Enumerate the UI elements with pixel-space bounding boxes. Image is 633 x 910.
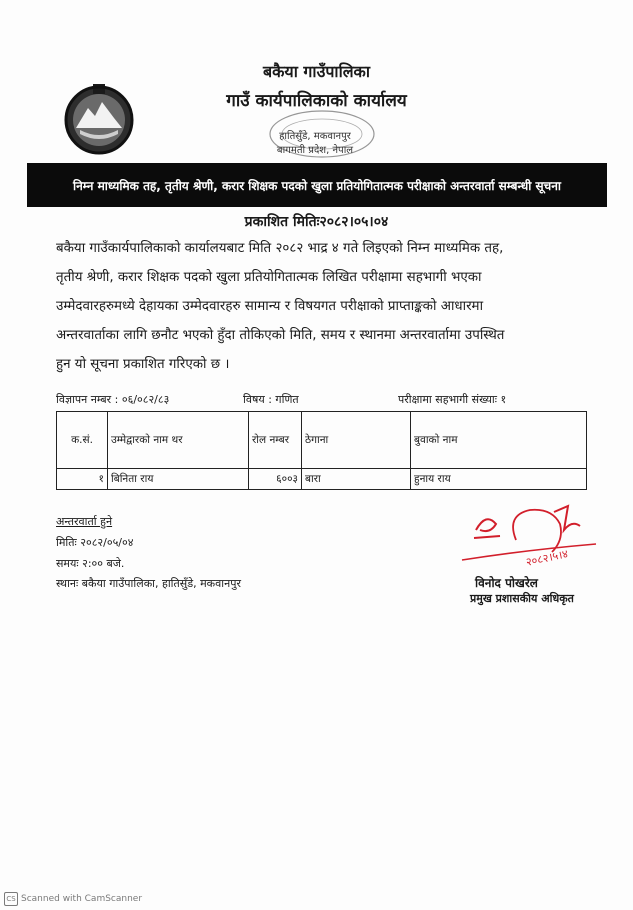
table-row <box>57 469 587 490</box>
body-line: हुन यो सूचना प्रकाशित गरिएको छ । <box>56 357 230 372</box>
office-title: गाउँ कार्यपालिकाको कार्यालय <box>226 91 407 111</box>
notice-banner: निम्न माध्यमिक तह, तृतीय श्रेणी, करार शिक्षक पदको खुला प्रतियोगितात्मक परीक्षाको अन्तरवार्ता सम्बन्धी सूचना <box>27 163 607 207</box>
table-cell: बिनिता राय <box>108 469 249 490</box>
interview-date: मितिः २०८२/०५/०४ <box>56 536 134 549</box>
body-line: अन्तरवार्ताका लागि छनौट भएको हुँदा तोकिएको मिति, समय र स्थानमा अन्तरवार्तामा उपस्थित <box>56 328 505 343</box>
subject: विषय : गणित <box>243 393 299 406</box>
participant-count: परीक्षामा सहभागी संख्याः १ <box>398 393 507 406</box>
signer-title: प्रमुख प्रशासकीय अधिकृत <box>470 592 574 605</box>
address-line-2: बागमती प्रदेश, नेपाल <box>276 145 354 156</box>
table-cell: १ <box>57 469 108 490</box>
scanner-text: Scanned with CamScanner <box>21 894 143 904</box>
camscanner-logo-icon: CS <box>4 892 18 906</box>
column-header: क.सं. <box>57 412 108 469</box>
table-cell: ६००३ <box>249 469 302 490</box>
body-line: बकैया गाउँकार्यपालिकाको कार्यालयबाट मिति २०८२ भाद्र ४ गते लिइएको निम्न माध्यमिक तह, <box>56 241 504 256</box>
table-header-row <box>57 412 587 469</box>
office-name: बकैया गाउँपालिका <box>263 62 370 81</box>
signature-date: २०८२।५।४ <box>524 547 570 569</box>
advertisement-number: विज्ञापन नम्बर : ०६/०८२/८३ <box>56 393 170 406</box>
candidate-table <box>56 411 587 490</box>
column-header: ठेगाना <box>302 412 411 469</box>
scanner-watermark <box>4 892 142 906</box>
column-header: रोल नम्बर <box>249 412 302 469</box>
notice-body <box>56 234 579 379</box>
body-line: उम्मेदवारहरुमध्ये देहायका उम्मेदवारहरु सामान्य र विषयगत परीक्षाको प्राप्ताङ्कको आधारमा <box>56 299 484 314</box>
address-line-1: हातिसुँडे, मकवानपुर <box>279 131 351 142</box>
interview-time: समयः २:०० बजे. <box>56 557 125 570</box>
column-header: उम्मेद्वारको नाम थर <box>108 412 249 469</box>
handwritten-signature <box>456 500 606 585</box>
interview-heading: अन्तरवार्ता हुने <box>56 515 113 528</box>
published-date: प्रकाशित मितिः२०८२।०५।०४ <box>244 214 389 230</box>
table-cell: बारा <box>302 469 411 490</box>
body-line: तृतीय श्रेणी, करार शिक्षक पदको खुला प्रतियोगितात्मक लिखित परीक्षामा सहभागी भएका <box>56 270 482 285</box>
signer-name: विनोद पोखरेल <box>475 576 538 590</box>
table-cell: हुनाय राय <box>411 469 587 490</box>
interview-place: स्थानः बकैया गाउँपालिका, हातिसुँडे, मकवानपुर <box>56 577 241 590</box>
column-header: बुवाको नाम <box>411 412 587 469</box>
